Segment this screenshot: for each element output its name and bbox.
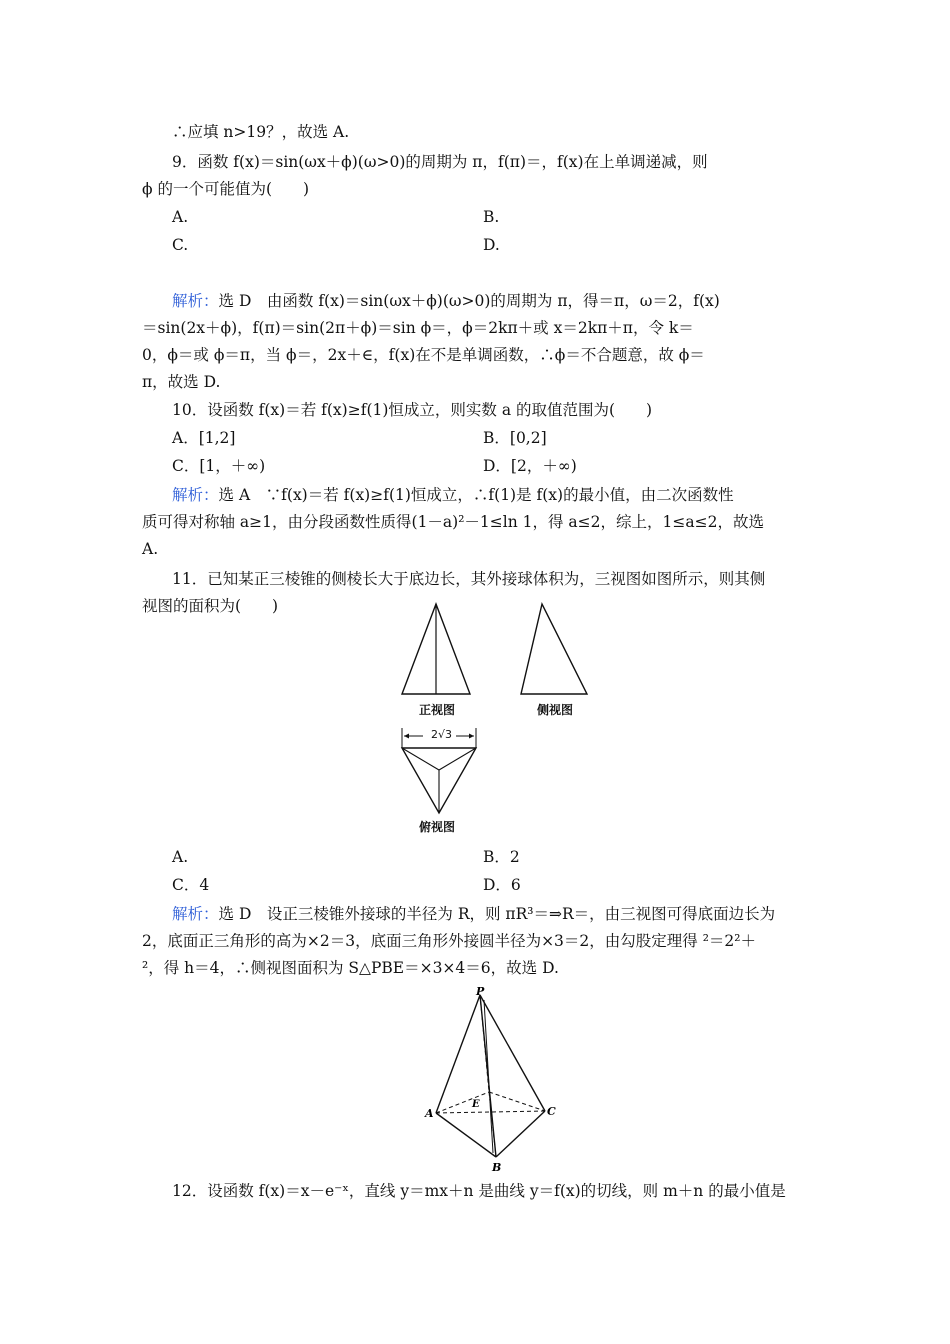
q11-option-c: C．4 [172,876,210,894]
question-9-text: 9．函数 f(x)＝sin(ωx＋ϕ)(ω>0)的周期为 π，f(π)＝，f(x)在上单调递减，则 [172,153,708,171]
solution-11-text: 设正三棱锥外接球的半径为 R，则 πR³＝⇒R＝，由三视图可得底面边长为 [266,905,776,923]
q9-option-b: B. [483,208,500,226]
q10-option-c: C．[1，＋∞) [172,457,266,475]
q9-option-a: A. [172,208,189,226]
q9-option-c: C. [172,236,189,254]
solution-label: 解析： [172,292,219,310]
solution-label: 解析： [172,905,219,923]
answer-line: ∴应填 n>19？，故选 A. [172,123,350,141]
pyramid-edges [436,995,545,1157]
solution-label: 解析： [172,486,219,504]
solution-9-text-2: ＝sin(2x＋ϕ)，f(π)＝sin(2π＋ϕ)＝sin ϕ＝，ϕ＝2kπ＋或 x＝2kπ＋π，令 k＝ [142,319,694,337]
solution-10-text-2: 质可得对称轴 a≥1，由分段函数性质得(1－a)²－1≤ln 1，得 a≤2，综上，1≤a≤2，故选 [142,513,764,531]
solution-choice: 选 D [218,905,252,923]
q11-option-d: D．6 [483,876,521,894]
three-view-figure [390,600,600,850]
solution-9-text: 由函数 f(x)＝sin(ωx＋ϕ)(ω>0)的周期为 π，得＝π，ω＝2，f(x) [266,292,720,310]
question-9-text-cont: ϕ 的一个可能值为( ) [142,180,310,198]
side-view-label: 侧视图 [537,703,574,717]
question-12-text: 12．设函数 f(x)＝x－e⁻ˣ，直线 y＝mx＋n 是曲线 y＝f(x)的切线，则 m＋n 的最小值是 [172,1182,786,1200]
question-11-text: 11．已知某正三棱锥的侧棱长大于底边长，其外接球体积为，三视图如图所示，则其侧 [172,570,766,588]
solution-10-text: ∵f(x)＝若 f(x)≥f(1)恒成立，∴f(1)是 f(x)的最小值，由二次函数性 [265,486,734,504]
question-11-text-cont: 视图的面积为( ) [142,597,279,615]
q10-option-d: D．[2，＋∞) [483,457,577,475]
q10-option-a: A．[1,2] [172,429,236,447]
q10-option-b: B．[0,2] [483,429,547,447]
vertex-a-label: A [425,1107,434,1120]
solution-9-text-4: π，故选 D. [142,373,221,391]
side-view-drawing [521,604,587,694]
solution-11-text-3: ²，得 h＝4，∴侧视图面积为 S△PBE＝×3×4＝6，故选 D. [142,959,559,977]
q9-option-d: D. [483,236,500,254]
top-view-dimension: 2√3 [431,728,453,741]
front-view-drawing [402,604,470,694]
vertex-b-label: B [492,1161,502,1174]
top-view-label: 俯视图 [419,820,456,834]
solution-11-line [172,903,775,925]
solution-9-text-3: 0，ϕ＝或 ϕ＝π，当 ϕ＝，2x＋∈，f(x)在不是单调函数，∴ϕ＝不合题意，故 ϕ＝ [142,346,705,364]
pyramid-figure [420,985,560,1175]
point-e-label: E [472,1099,480,1110]
vertex-p-label: P [476,985,485,998]
q11-option-b: B．2 [483,848,520,866]
solution-choice: 选 A [218,486,251,504]
solution-10-line [172,484,734,506]
vertex-c-label: C [547,1105,556,1118]
solution-choice: 选 D [218,292,252,310]
front-view-label: 正视图 [419,703,456,717]
solution-11-text-2: 2，底面正三角形的高为×2＝3，底面三角形外接圆半径为×3＝2，由勾股定理得 ²＝2²＋ [142,932,757,950]
q11-option-a: A. [172,848,189,866]
question-10-text: 10．设函数 f(x)＝若 f(x)≥f(1)恒成立，则实数 a 的取值范围为( ) [172,401,653,419]
solution-9-line [172,290,720,312]
solution-10-text-3: A. [142,540,159,558]
